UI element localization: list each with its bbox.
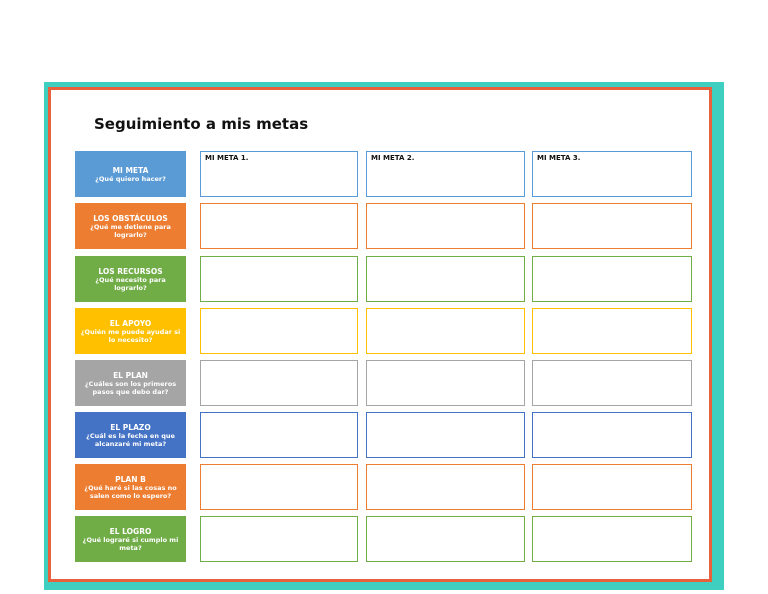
row-heading: LOS RECURSOS (98, 266, 163, 276)
row-heading: MI META (112, 165, 149, 175)
row-question: ¿Quién me puede ayudar si lo necesito? (80, 327, 181, 344)
table-cell[interactable] (366, 308, 525, 354)
table-cell[interactable] (532, 412, 692, 458)
table-cell[interactable] (532, 360, 692, 406)
row-question: ¿Qué quiero hacer? (95, 174, 166, 183)
row-heading: EL APOYO (109, 318, 152, 328)
table-cell[interactable] (366, 203, 525, 249)
table-cell[interactable] (200, 516, 358, 562)
row-question: ¿Cuáles son los primeros pasos que debo dar? (84, 379, 177, 396)
table-cell[interactable] (532, 516, 692, 562)
table-cell[interactable] (200, 308, 358, 354)
page-title: Seguimiento a mis metas (94, 115, 309, 133)
row-label (75, 256, 186, 302)
table-cell[interactable] (532, 151, 692, 197)
table-cell[interactable] (200, 256, 358, 302)
column-header: MI META 3. (537, 154, 581, 162)
table-cell[interactable] (366, 516, 525, 562)
table-cell[interactable] (200, 203, 358, 249)
row-heading: PLAN B (115, 474, 146, 484)
column-header: MI META 2. (371, 154, 415, 162)
row-label (75, 464, 186, 510)
table-cell[interactable] (532, 308, 692, 354)
row-heading: EL LOGRO (109, 526, 152, 536)
table-cell[interactable] (532, 464, 692, 510)
table-cell[interactable] (366, 256, 525, 302)
table-cell[interactable] (366, 412, 525, 458)
row-label (75, 412, 186, 458)
table-cell[interactable] (532, 256, 692, 302)
table-cell[interactable] (366, 464, 525, 510)
table-cell[interactable] (200, 151, 358, 197)
row-question: ¿Qué lograré si cumplo mi meta? (82, 535, 179, 552)
table-cell[interactable] (200, 412, 358, 458)
row-question: ¿Qué necesito para lograrlo? (95, 275, 166, 292)
row-question: ¿Qué me detiene para lograrlo? (90, 222, 171, 239)
row-label (75, 516, 186, 562)
row-question: ¿Qué haré si las cosas no salen como lo espero? (84, 483, 177, 500)
row-heading: LOS OBSTÁCULOS (93, 213, 168, 223)
row-heading: EL PLAN (113, 370, 148, 380)
column-header: MI META 1. (205, 154, 249, 162)
table-cell[interactable] (532, 203, 692, 249)
row-label (75, 360, 186, 406)
row-question: ¿Cuál es la fecha en que alcanzaré mi meta? (86, 431, 175, 448)
table-cell[interactable] (366, 151, 525, 197)
table-cell[interactable] (200, 360, 358, 406)
row-label (75, 308, 186, 354)
table-cell[interactable] (200, 464, 358, 510)
row-label (75, 203, 186, 249)
table-cell[interactable] (366, 360, 525, 406)
row-label (75, 151, 186, 197)
row-heading: EL PLAZO (110, 422, 151, 432)
